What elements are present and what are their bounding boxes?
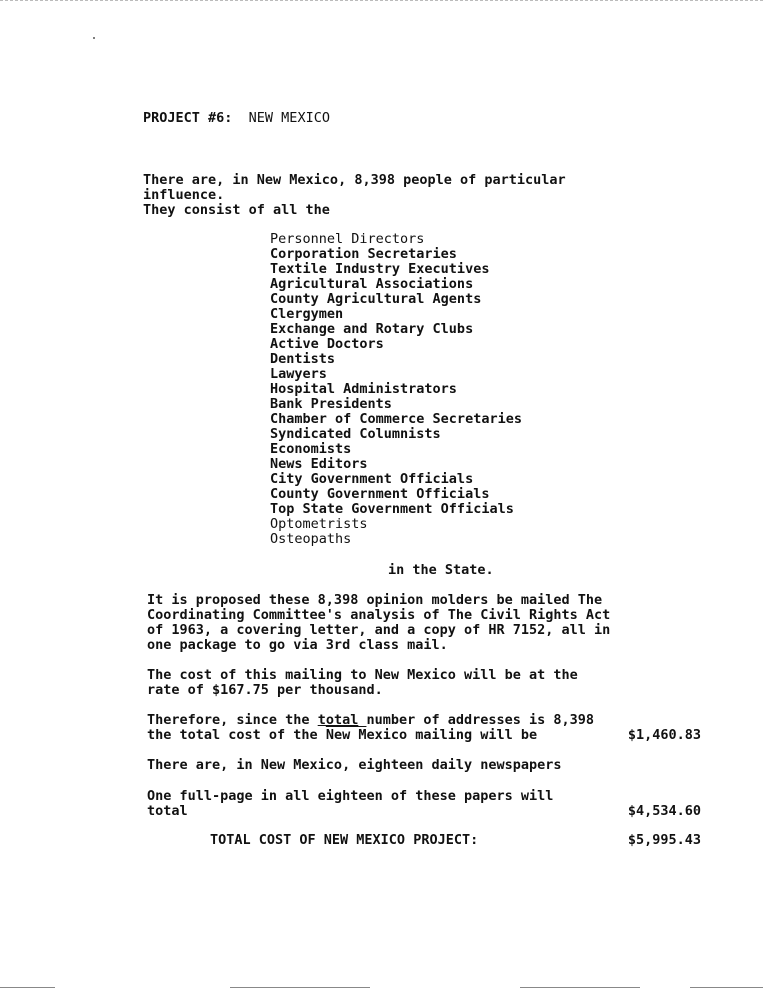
cost-rate-line: rate of $167.75 per thousand.: [147, 682, 383, 698]
influence-group-item: Chamber of Commerce Secretaries: [270, 411, 522, 427]
newspapers-line: There are, in New Mexico, eighteen daily newspapers: [147, 757, 562, 773]
fullpage-paragraph: [147, 789, 553, 819]
influence-group-item: Lawyers: [270, 366, 327, 382]
text-segment: number of addresses is 8,398: [358, 712, 595, 728]
influence-group-item: City Government Officials: [270, 471, 474, 487]
influence-group-item: Textile Industry Executives: [270, 261, 490, 277]
influence-group-item: Bank Presidents: [270, 396, 392, 412]
grand-total-label: TOTAL COST OF NEW MEXICO PROJECT:: [210, 832, 479, 848]
bottom-edge-line: [690, 987, 763, 988]
influence-group-item: Agricultural Associations: [270, 276, 474, 292]
overlined-text: New M: [325, 727, 367, 743]
bottom-edge-line: [230, 987, 370, 988]
influence-group-item: Dentists: [270, 351, 336, 367]
influence-group-item: Corporation Secretaries: [270, 246, 457, 262]
proposal-line: Coordinating Committee's analysis of The Civil Rights Act: [147, 607, 611, 623]
mailing-cost-amount: $1,460.83: [627, 727, 701, 743]
influence-group-list: [270, 232, 522, 547]
cost-rate-line: The cost of this mailing to New Mexico will be at the: [147, 667, 578, 683]
grand-total-amount: $5,995.43: [627, 832, 701, 848]
influence-group-item: News Editors: [270, 456, 368, 472]
text-segment: Therefore, since the: [147, 712, 318, 728]
top-dashed-edge: [0, 0, 763, 1]
project-label: PROJECT #6:: [143, 110, 233, 126]
mailing-total-paragraph: [147, 713, 594, 743]
fullpage-line: One full-page in all eighteen of these papers will: [147, 788, 554, 804]
text-segment: exico mailing will be: [366, 727, 538, 743]
intro-paragraph: [143, 173, 566, 218]
newspaper-cost-amount: $4,534.60: [627, 803, 701, 819]
proposal-line: It is proposed these 8,398 opinion molders be mailed The: [147, 592, 603, 608]
scan-speck: [93, 37, 95, 39]
influence-group-item: Hospital Administrators: [270, 381, 457, 397]
influence-group-item: Syndicated Columnists: [270, 426, 441, 442]
mailing-total-line: [147, 713, 594, 728]
bottom-edge-line: [520, 987, 640, 988]
influence-group-item: Personnel Directors: [270, 231, 425, 247]
intro-line: influence.: [143, 187, 225, 203]
in-the-state-text: in the State.: [388, 562, 494, 578]
influence-group-item: Top State Government Officials: [270, 501, 514, 517]
page-title: [143, 111, 330, 126]
influence-group-item: Exchange and Rotary Clubs: [270, 321, 474, 337]
underlined-word: total: [317, 712, 359, 728]
mailing-total-line: [147, 728, 594, 743]
proposal-line: of 1963, a covering letter, and a copy of HR 7152, all in: [147, 622, 611, 638]
influence-group-item: Economists: [270, 441, 352, 457]
influence-group-item: Optometrists: [270, 516, 368, 532]
influence-group-item: Clergymen: [270, 306, 344, 322]
proposal-line: one package to go via 3rd class mail.: [147, 637, 448, 653]
text-segment: the total cost of the: [147, 727, 326, 743]
influence-group-item: County Government Officials: [270, 486, 490, 502]
intro-line: There are, in New Mexico, 8,398 people of particular: [143, 172, 566, 188]
fullpage-line: total: [147, 803, 188, 819]
influence-group-item: County Agricultural Agents: [270, 291, 482, 307]
influence-group-item: Osteopaths: [270, 531, 352, 547]
intro-line: They consist of all the: [143, 202, 330, 218]
bottom-edge-line: [0, 987, 55, 988]
project-state: NEW MEXICO: [248, 110, 330, 126]
influence-group-item: Active Doctors: [270, 336, 384, 352]
proposal-paragraph: [147, 593, 610, 653]
cost-rate-paragraph: [147, 668, 578, 698]
